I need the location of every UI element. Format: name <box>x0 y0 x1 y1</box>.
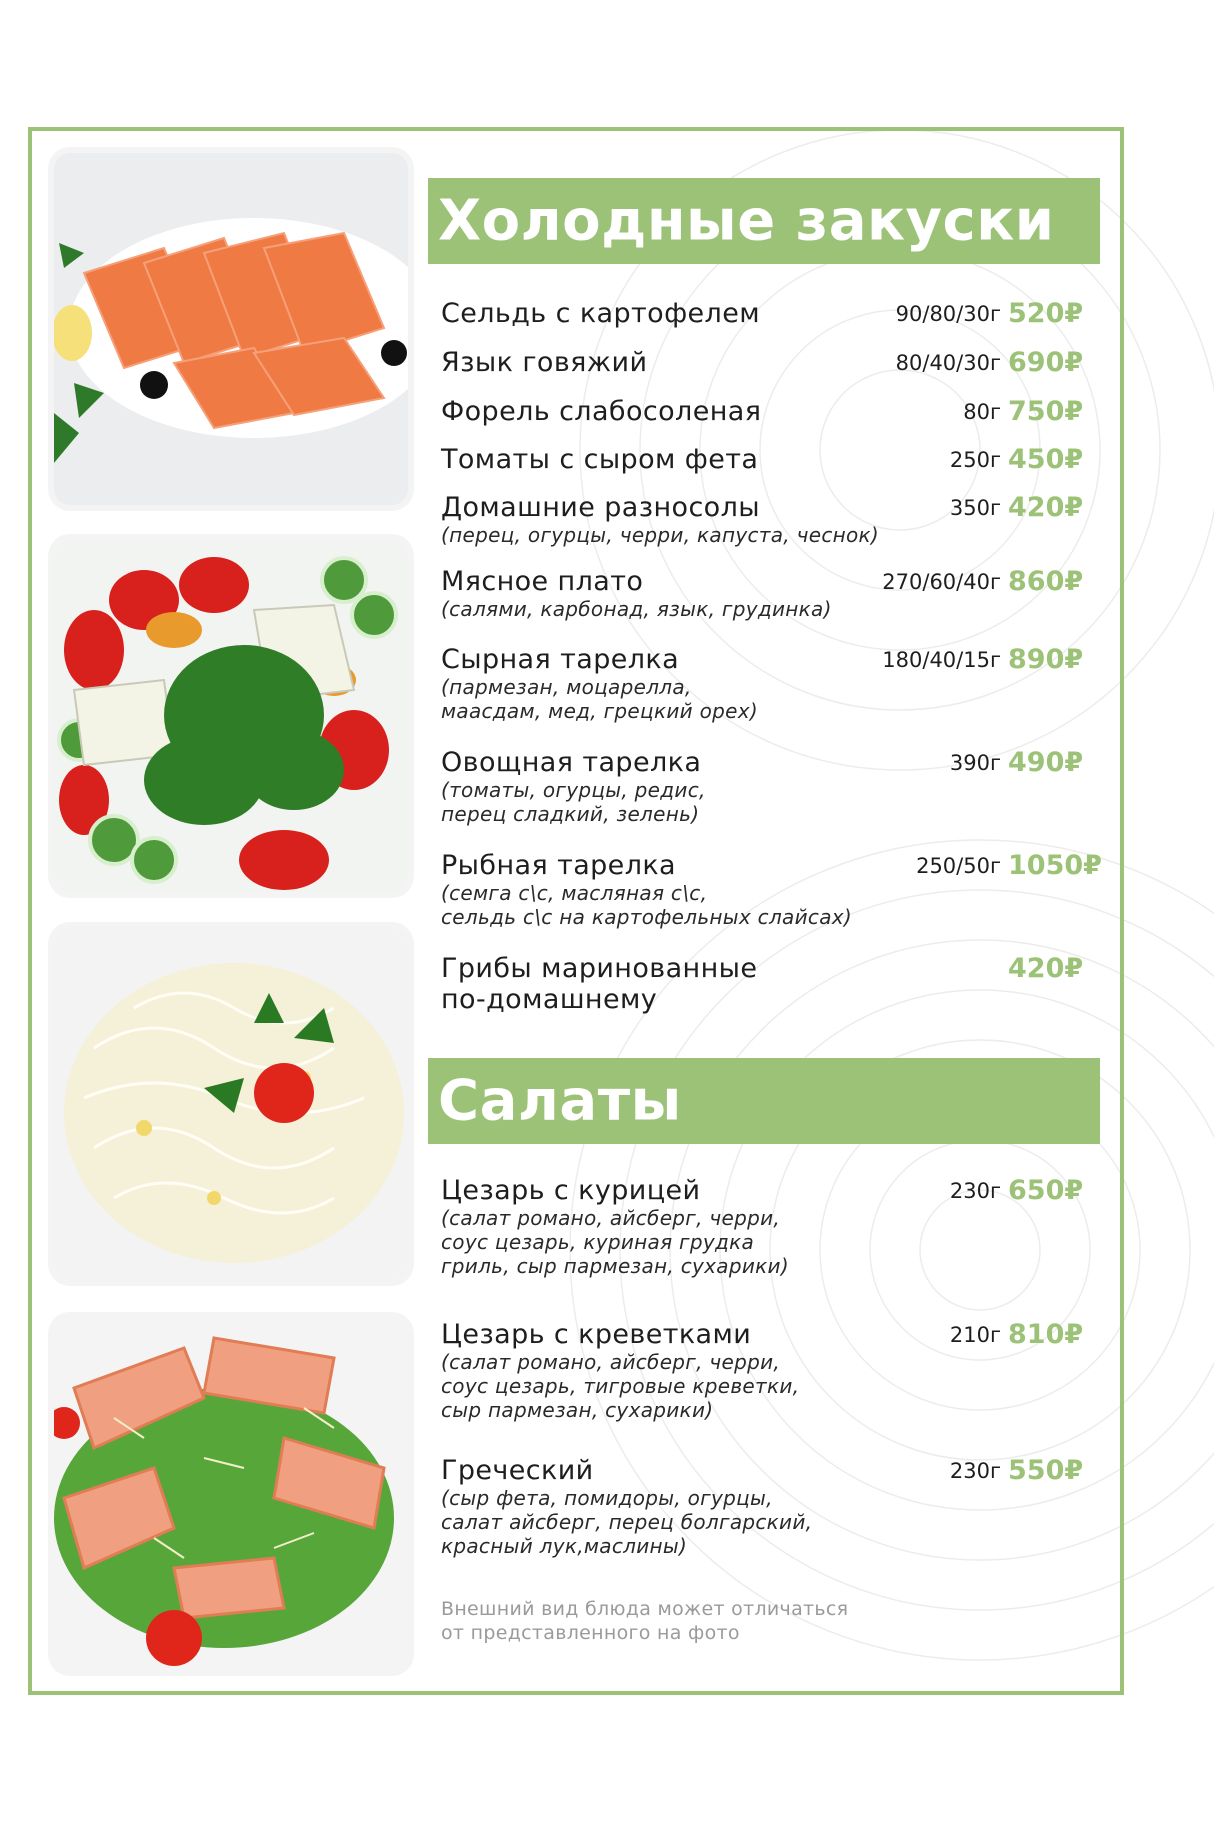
menu-item <box>441 850 1113 929</box>
item-name: Сырная тарелка <box>441 644 680 675</box>
item-name: Рыбная тарелка <box>441 850 677 881</box>
menu-item <box>441 396 1113 427</box>
menu-item <box>441 298 1113 329</box>
item-weight: 180/40/15г <box>882 648 1001 672</box>
item-description: (салями, карбонад, язык, грудинка) <box>441 597 832 621</box>
item-weight: 230г <box>949 1459 1001 1483</box>
item-weight: 270/60/40г <box>882 570 1001 594</box>
item-price: 690₽ <box>1008 347 1084 378</box>
menu-item <box>441 953 1113 1015</box>
item-weight: 80/40/30г <box>895 351 1001 375</box>
photo-salmon <box>54 153 408 505</box>
item-price: 650₽ <box>1008 1175 1084 1206</box>
item-price: 1050₽ <box>1008 850 1102 881</box>
item-description: (перец, огурцы, черри, капуста, чеснок) <box>441 523 880 547</box>
menu-item <box>441 444 1113 475</box>
item-price: 810₽ <box>1008 1319 1084 1350</box>
item-name: Форель слабосоленая <box>441 396 762 427</box>
item-price: 860₽ <box>1008 566 1084 597</box>
menu-item <box>441 566 1113 621</box>
item-weight: 90/80/30г <box>895 302 1001 326</box>
item-name: Томаты с сыром фета <box>441 444 759 475</box>
item-weight: 210г <box>949 1323 1001 1347</box>
menu-item <box>441 1319 1113 1422</box>
section-title: Салаты <box>438 1068 682 1134</box>
item-description: (салат романо, айсберг, черри, соус цезарь, куриная грудка гриль, сыр пармезан, сухарики) <box>441 1206 789 1278</box>
item-weight: 230г <box>949 1179 1001 1203</box>
item-name: Мясное плато <box>441 566 644 597</box>
item-price: 450₽ <box>1008 444 1084 475</box>
menu-item <box>441 1455 1113 1558</box>
item-price: 420₽ <box>1008 492 1084 523</box>
item-description: (пармезан, моцарелла, маасдам, мед, грецкий орех) <box>441 675 758 723</box>
photo-caesar <box>54 1318 408 1670</box>
item-description: (салат романо, айсберг, черри, соус цезарь, тигровые креветки, сыр пармезан, сухарики) <box>441 1350 800 1422</box>
disclaimer-note: Внешний вид блюда может отличаться от представленного на фото <box>441 1598 849 1644</box>
item-description: (томаты, огурцы, редис, перец сладкий, зелень) <box>441 778 706 826</box>
menu-item <box>441 492 1113 547</box>
section-title: Холодные закуски <box>438 188 1055 254</box>
menu-item <box>441 644 1113 723</box>
item-weight: 350г <box>949 496 1001 520</box>
item-price: 420₽ <box>1008 953 1084 984</box>
menu-item <box>441 747 1113 826</box>
menu-item <box>441 1175 1113 1278</box>
section-heading-cold-appetizers <box>428 178 1100 264</box>
item-name: Цезарь с курицей <box>441 1175 701 1206</box>
item-weight: 250г <box>949 448 1001 472</box>
item-price: 750₽ <box>1008 396 1084 427</box>
item-name: Домашние разносолы <box>441 492 760 523</box>
item-name: Овощная тарелка <box>441 747 702 778</box>
item-price: 890₽ <box>1008 644 1084 675</box>
item-name: Цезарь с креветками <box>441 1319 752 1350</box>
item-description: (семга с\с, масляная с\с, сельдь с\с на картофельных слайсах) <box>441 881 852 929</box>
item-weight: 250/50г <box>916 854 1001 878</box>
photo-vegetables <box>54 540 408 892</box>
item-price: 520₽ <box>1008 298 1084 329</box>
item-weight: 390г <box>949 751 1001 775</box>
item-description: (сыр фета, помидоры, огурцы, салат айсберг, перец болгарский, красный лук,маслины) <box>441 1486 813 1558</box>
section-heading-salads <box>428 1058 1100 1144</box>
item-weight: 80г <box>963 400 1001 424</box>
photo-cheese-salad <box>54 928 408 1280</box>
item-name: Греческий <box>441 1455 594 1486</box>
menu-item <box>441 347 1113 378</box>
item-name: Сельдь с картофелем <box>441 298 760 329</box>
item-name: Язык говяжий <box>441 347 648 378</box>
item-price: 490₽ <box>1008 747 1084 778</box>
item-name: Грибы маринованные по-домашнему <box>441 953 758 1015</box>
item-price: 550₽ <box>1008 1455 1084 1486</box>
